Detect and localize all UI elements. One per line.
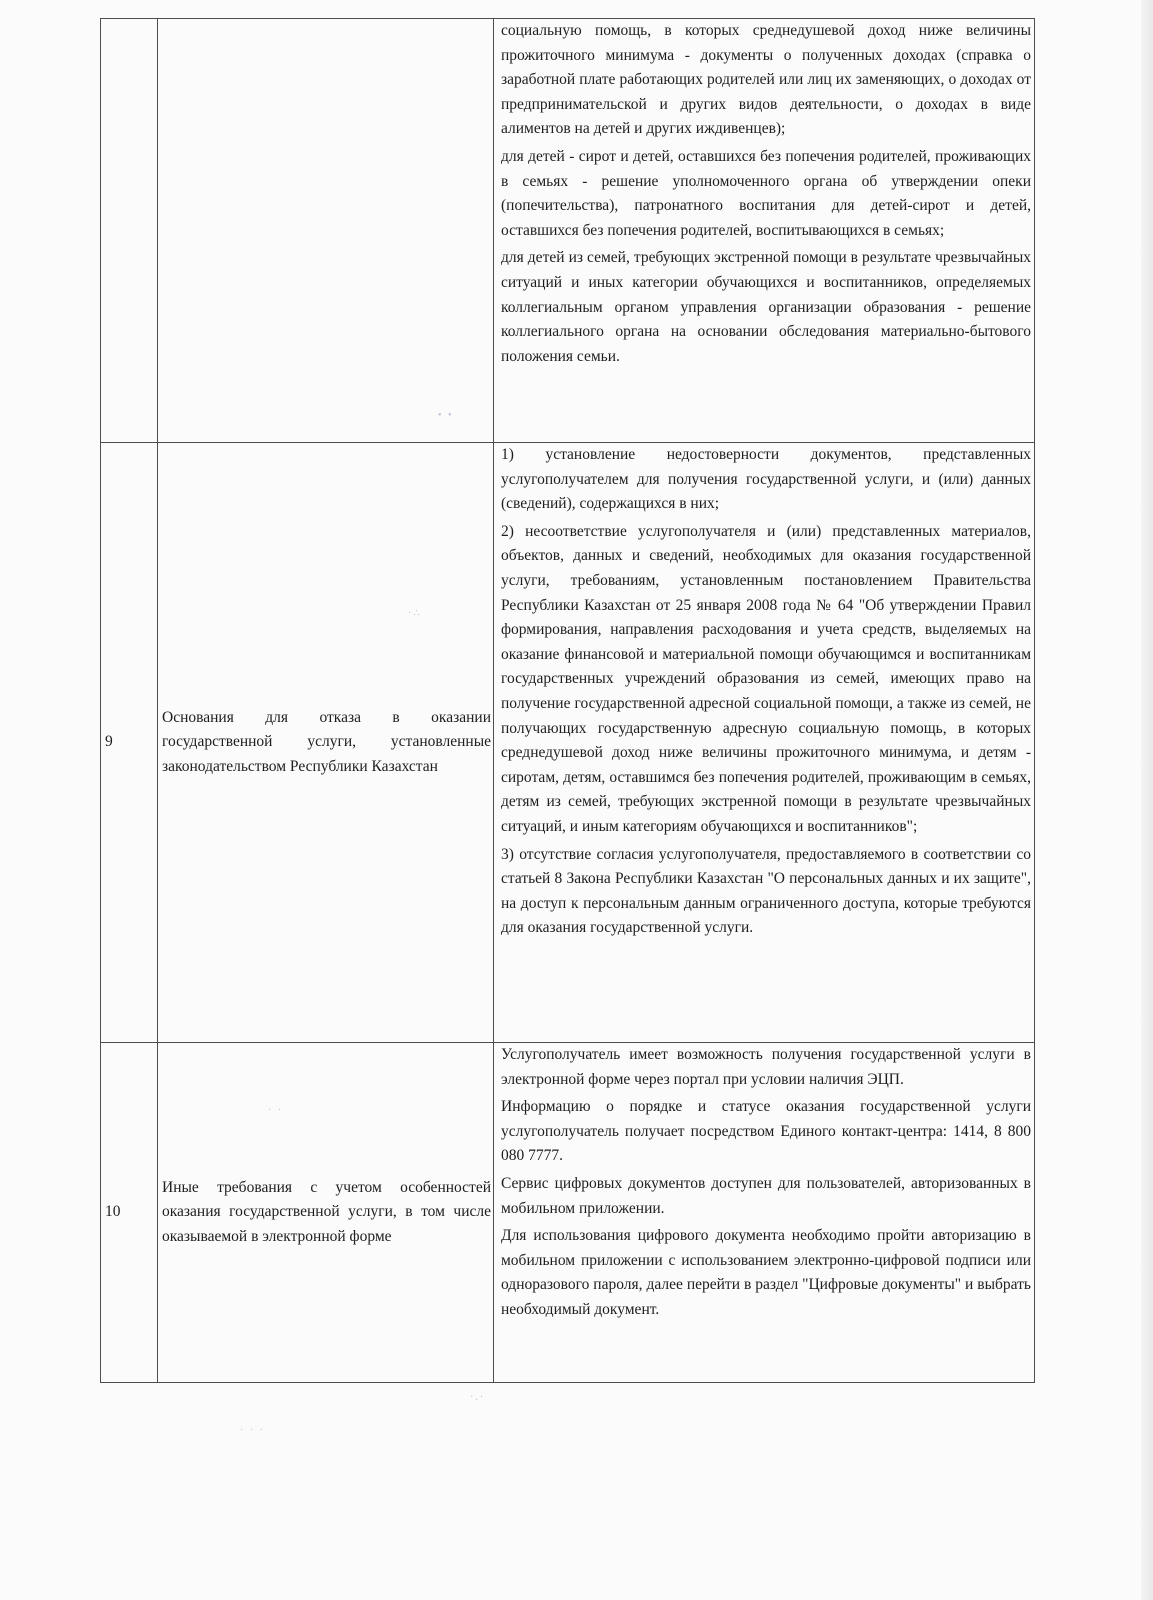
paragraph: 1) установление недостоверности документов, представленных услугополучателем для получения государственной услуги, и (или) данных (сведений), содержащихся в них;	[501, 446, 1031, 513]
paragraph: 2) несоответствие услугополучателя и (или) представленных материалов, объектов, данных и сведений, необходимых для оказания государственной услуги, требованиям, установленным постановлением Правительства Республики Казахстан от 25 января 2008 года № 64 "Об утверждении Правил формирования, направления расходования и учета средств, выделяемых на оказание финансовой и материальной помощи обучающимся и воспитанникам государственных учреждений образования из семей, имеющих право на получение государственной адресной социальной помощи, а также из семей, не получающих государственную адресную социальную помощь, в которых среднедушевой доход ниже величины прожиточного минимума, и детям - сиротам, детям, оставшимся без попечения родителей, проживающим в семьях, детям из семей, требующих экстренной помощи в результате чрезвычайных ситуаций, и иным категориям обучающихся и воспитанников";	[501, 522, 1031, 835]
scan-speck: ·∴	[408, 608, 422, 619]
table-row	[101, 443, 1035, 1043]
row-number-cell	[101, 19, 158, 443]
scan-speck: ·.·	[470, 1392, 486, 1403]
table-row	[101, 1043, 1035, 1383]
page-edge-shadow	[1141, 0, 1153, 1600]
row-number-cell: 9	[101, 443, 158, 1043]
row-name-cell: Основания для отказа в оказании государственной услуги, установленные законодательством Республики Казахстан	[158, 443, 494, 1043]
paragraph: Информацию о порядке и статусе оказания государственной услуги услугополучатель получает посредством Единого контакт-центра: 1414, 8 800 080 7777.	[501, 1098, 1031, 1165]
row-number-cell: 10	[101, 1043, 158, 1383]
scan-speck: · ·	[268, 1105, 284, 1116]
paragraph: Для использования цифрового документа необходимо пройти авторизацию в мобильном приложении с использованием электронно-цифровой подписи или одноразового пароля, далее перейти в раздел "Цифровые документы" и выбрать необходимый документ.	[501, 1227, 1031, 1318]
paragraph: социальную помощь, в которых среднедушевой доход ниже величины прожиточного минимума - документы о полученных доходах (справка о заработной плате работающих родителей или лиц их заменяющих, о доходах от предпринимательской и других видов деятельности, о доходах в виде алиментов на детей и других иждивенцев);	[501, 22, 1031, 138]
row-name-cell: Иные требования с учетом особенностей оказания государственной услуги, в том числе оказываемой в электронной форме	[158, 1043, 494, 1383]
paragraph: Услугополучатель имеет возможность получения государственной услуги в электронной форме через портал при условии наличия ЭЦП.	[501, 1046, 1031, 1088]
row-content-cell	[494, 1043, 1035, 1383]
scan-speck: • •	[438, 410, 454, 421]
paragraph: для детей из семей, требующих экстренной помощи в результате чрезвычайных ситуаций и иных категории обучающихся и воспитанников, определяемых коллегиальным органом управления организации образования - решение коллегиального органа на основании обследования материально-бытового положения семьи.	[501, 249, 1031, 365]
services-table	[100, 18, 1035, 1383]
row-content-cell	[494, 19, 1035, 443]
table-row	[101, 19, 1035, 443]
paragraph: 3) отсутствие согласия услугополучателя, предоставляемого в соответствии со статьей 8 Закона Республики Казахстан "О персональных данных и их защите", на доступ к персональным данным ограниченного доступа, которые требуются для оказания государственной услуги.	[501, 845, 1031, 937]
row-content-cell	[494, 443, 1035, 1043]
row-name-cell	[158, 19, 494, 443]
paragraph: для детей - сирот и детей, оставшихся без попечения родителей, проживающих в семьях - решение уполномоченного органа об утверждении опеки (попечительства), патронатного воспитания для детей-сирот и детей, оставшихся без попечения родителей, воспитывающихся в семьях;	[501, 147, 1031, 239]
paragraph: Сервис цифровых документов доступен для пользователей, авторизованных в мобильном приложении.	[501, 1174, 1031, 1217]
scan-speck: · · ·	[240, 1425, 265, 1436]
